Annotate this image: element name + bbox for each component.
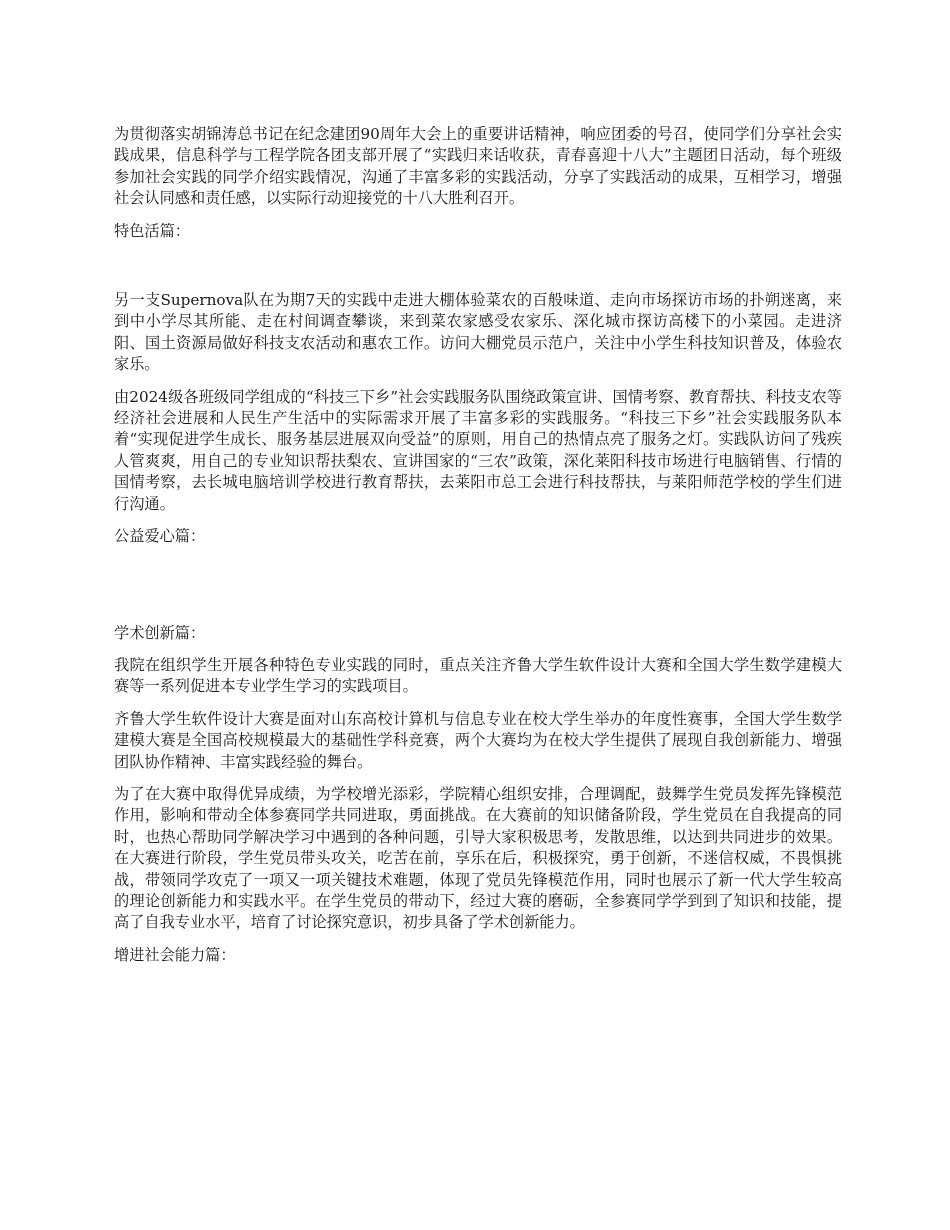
service-team-paragraph: 由2024级各班级同学组成的“科技三下乡”社会实践服务队围绕政策宣讲、国情考察、教育帮扶、科技支农等经济社会进展和人民生产生活中的实际需求开展了丰富多彩的实践服务。“科技三下乡”社会实践服务队本着“实现促进学生成长、服务基层进展双向受益”的原则，用自己的热情点亮了服务之灯。实践队访问了残疾人管爽爽，用自己的专业知识帮扶梨农、宣讲国家的“三农”政策，深化莱阳科技市场进行电脑销售、行情的国情考察，去长城电脑培训学校进行教育帮扶，去莱阳市总工会进行科技帮扶，与莱阳师范学校的学生们进行沟通。 <box>114 387 842 513</box>
competition-paragraph: 齐鲁大学生软件设计大赛是面对山东高校计算机与信息专业在校大学生举办的年度性赛事，全国大学生数学建模大赛是全国高校规模最大的基础性学科竞赛，两个大赛均为在校大学生提供了展现自我创新能力、增强团队协作精神、丰富实践经验的舞台。 <box>114 709 842 771</box>
document-body <box>114 124 842 977</box>
section-heading-social-ability: 增进社会能力篇： <box>114 945 236 964</box>
supernova-paragraph: 另一支Supernova队在为期7天的实践中走进大棚体验菜农的百般味道、走向市场探访市场的扑朔迷离，来到中小学尽其所能、走在村间调查攀谈，来到菜农家感受农家乐、深化城市探访高楼下的小菜园。走进济阳、国土资源局做好科技支农活动和惠农工作。访问大棚党员示范户，关注中小学生科技知识普及，体验农家乐。 <box>114 291 842 374</box>
intro-paragraph: 为贯彻落实胡锦涛总书记在纪念建团90周年大会上的重要讲话精神，响应团委的号召，使同学们分享社会实践成果，信息科学与工程学院各团支部开展了“实践归来话收获，青春喜迎十八大”主题团日活动，每个班级参加社会实践的同学介绍实践情况，沟通了丰富多彩的实践活动，分享了实践活动的成果，互相学习，增强社会认同感和责任感，以实际行动迎接党的十八大胜利召开。 <box>114 125 842 208</box>
blank-space <box>114 559 842 623</box>
section-heading-charity: 公益爱心篇： <box>114 527 206 546</box>
blank-space <box>114 253 842 290</box>
party-members-paragraph: 为了在大赛中取得优异成绩，为学校增光添彩，学院精心组织安排，合理调配，鼓舞学生党员发挥先锋模范作用，影响和带动全体参赛同学共同进取，勇面挑战。在大赛前的知识储备阶段，学生党员在自我提高的同时，也热心帮助同学解决学习中遇到的各种问题，引导大家积极思考，发散思维，以达到共同进步的效果。在大赛进行阶段，学生党员带头攻关，吃苦在前，享乐在后，积极探究，勇于创新，不迷信权威，不畏惧挑战，带领同学攻克了一项又一项关键技术难题，体现了党员先锋模范作用，同时也展示了新一代大学生较高的理论创新能力和实践水平。在学生党员的带动下，经过大赛的磨砺，全参赛同学学到到了知识和技能，提高了自我专业水平，培育了讨论探究意识，初步具备了学术创新能力。 <box>114 784 842 932</box>
section-heading-academic: 学术创新篇： <box>114 623 206 642</box>
section-heading-featured: 特色活篇： <box>114 221 190 240</box>
academic-intro-paragraph: 我院在组织学生开展各种特色专业实践的同时，重点关注齐鲁大学生软件设计大赛和全国大学生数学建模大赛等一系列促进本专业学生学习的实践项目。 <box>114 655 842 696</box>
